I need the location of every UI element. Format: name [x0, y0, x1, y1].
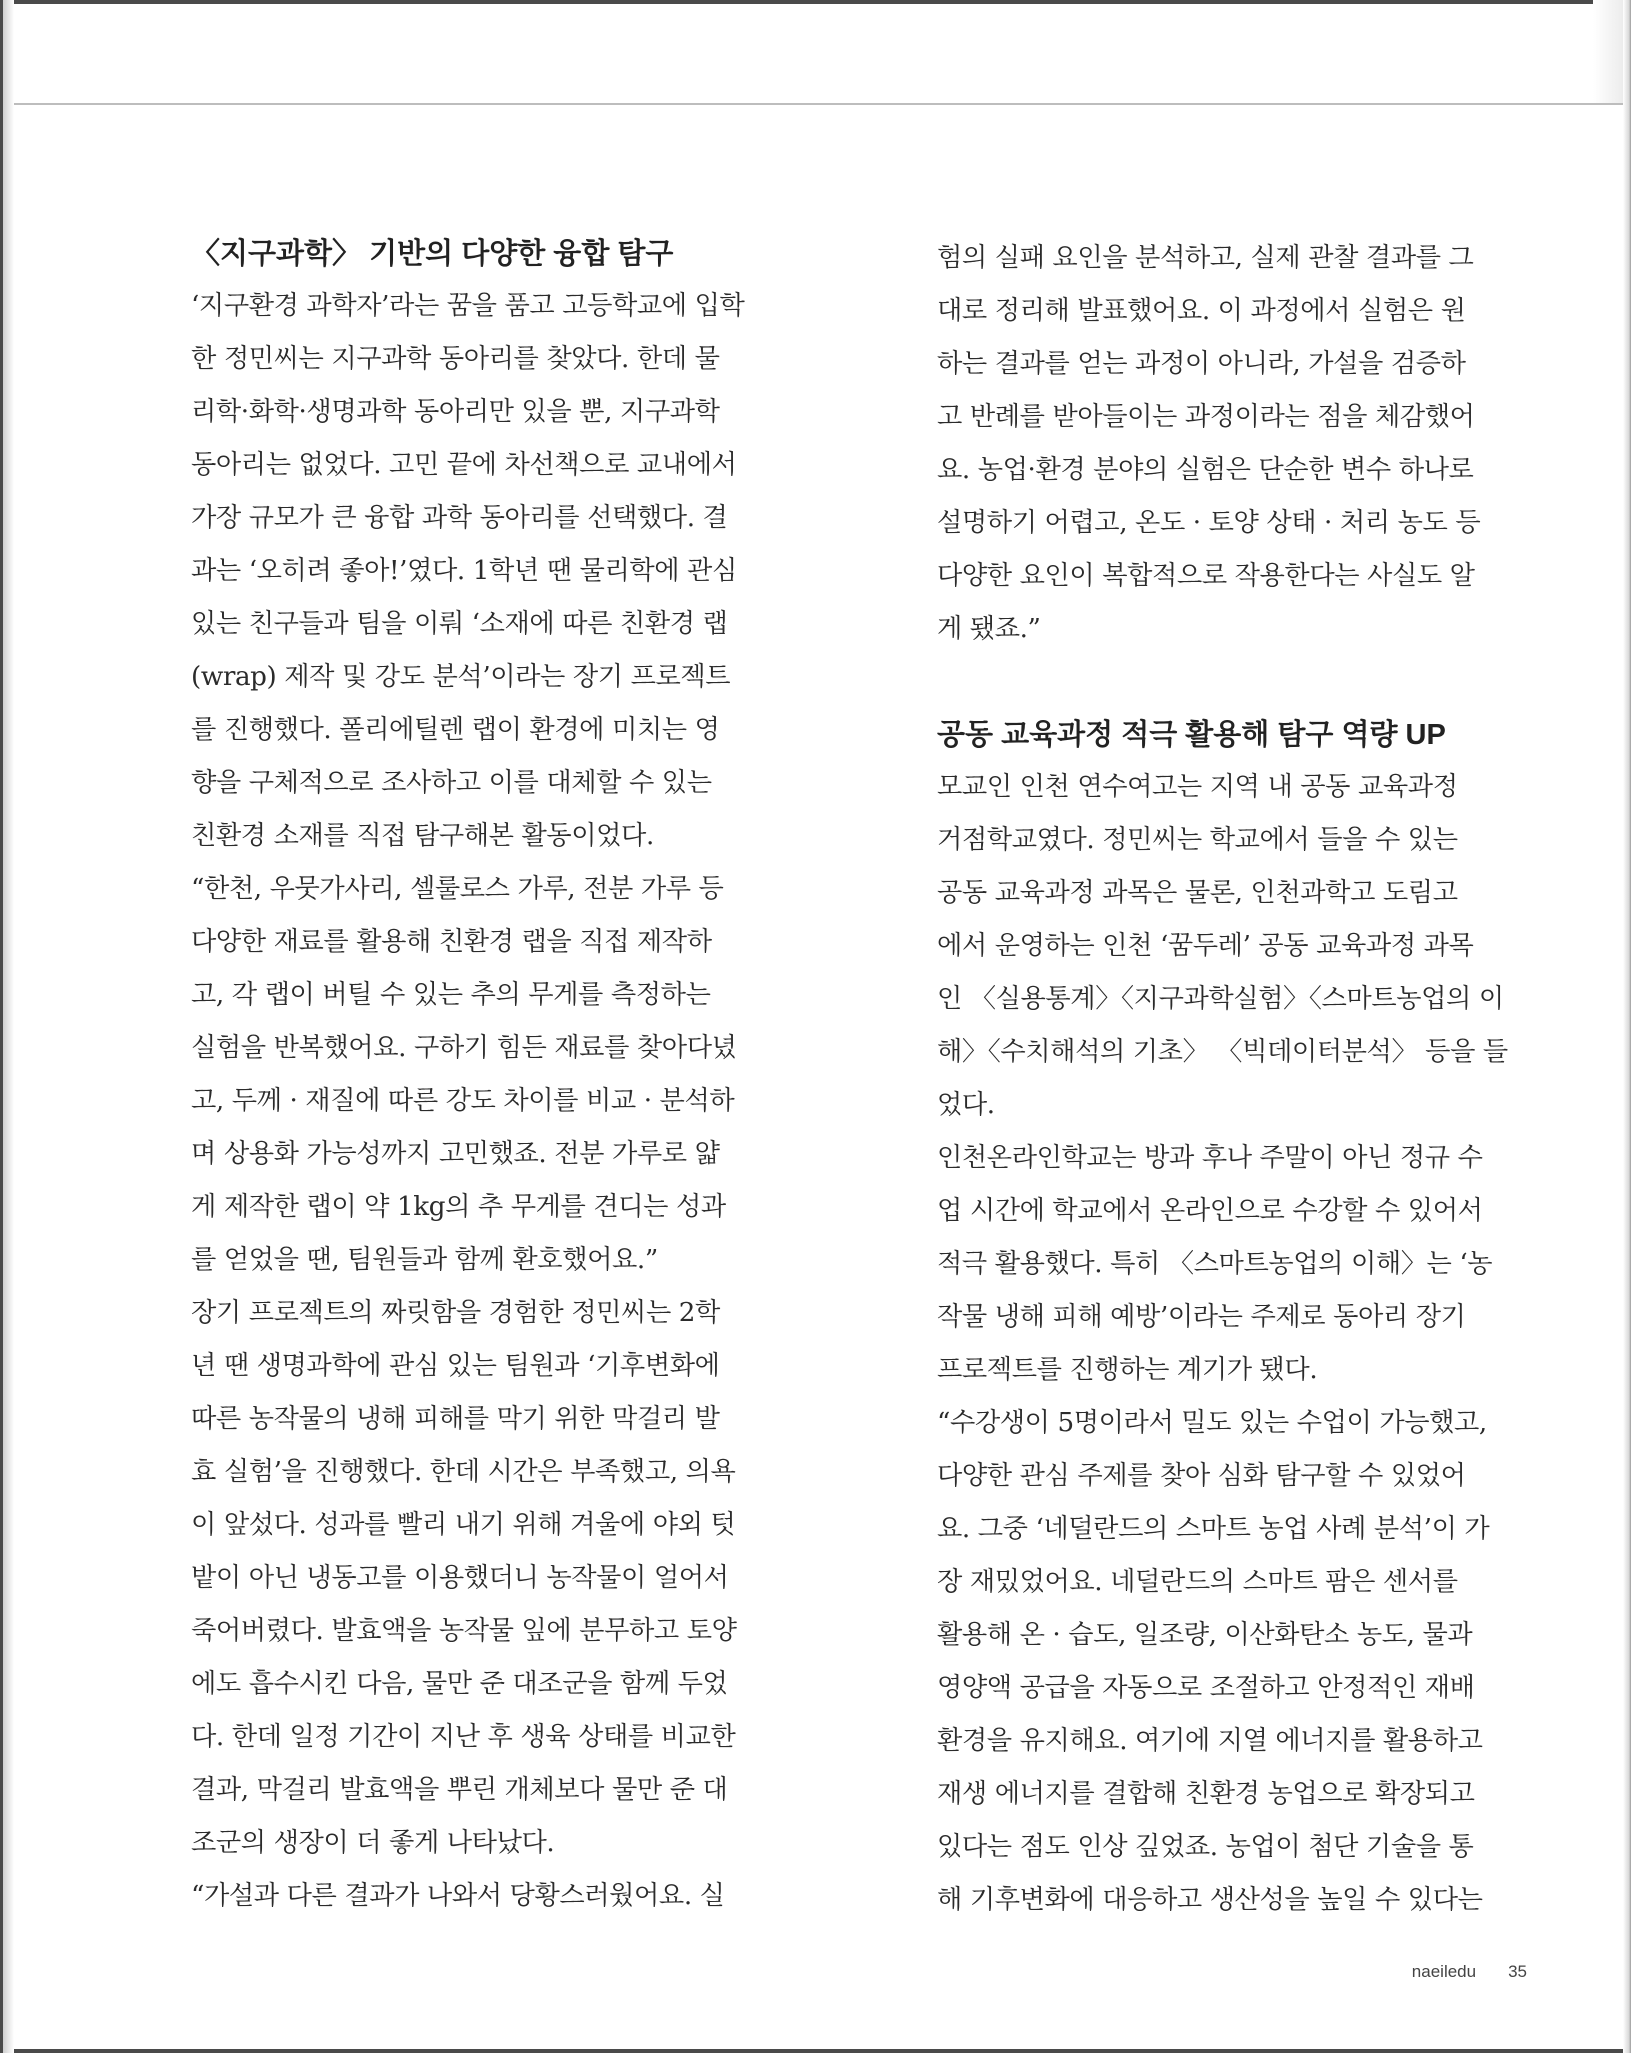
text-line: 장 재밌었어요. 네덜란드의 스마트 팜은 센서를 [937, 1567, 1458, 1597]
text-line: 과는 ‘오히려 좋아!’였다. 1학년 땐 물리학에 관심 [191, 556, 737, 586]
publication-name: naeiledu [1411, 1962, 1477, 1981]
text-line: 적극 활용했다. 특히 〈스마트농업의 이해〉는 ‘농 [937, 1249, 1493, 1279]
text-line: “한천, 우뭇가사리, 셀룰로스 가루, 전분 가루 등 [191, 874, 724, 904]
text-line: 고, 각 랩이 버틸 수 있는 추의 무게를 측정하는 [191, 980, 711, 1010]
text-line: 고 반례를 받아들이는 과정이라는 점을 체감했어 [937, 402, 1475, 432]
text-line: 환경을 유지해요. 여기에 지열 에너지를 활용하고 [937, 1726, 1483, 1756]
text-line: 이 앞섰다. 성과를 빨리 내기 위해 겨울에 야외 텃 [191, 1510, 736, 1540]
text-line: 거점학교였다. 정민씨는 학교에서 들을 수 있는 [937, 825, 1458, 855]
right-intro-text [937, 232, 1527, 656]
text-line: 결과, 막걸리 발효액을 뿌린 개체보다 물만 준 대 [191, 1775, 728, 1805]
right-body-text [937, 761, 1527, 1927]
text-line: 대로 정리해 발표했어요. 이 과정에서 실험은 원 [937, 296, 1466, 326]
section-heading-earth-science: 〈지구과학〉 기반의 다양한 융합 탐구 [191, 238, 674, 270]
text-line: 있는 친구들과 팀을 이뤄 ‘소재에 따른 친환경 랩 [191, 609, 728, 639]
text-line: 다양한 관심 주제를 찾아 심화 탐구할 수 있었어 [937, 1461, 1466, 1491]
text-line: 모교인 인천 연수여고는 지역 내 공동 교육과정 [937, 772, 1458, 802]
text-line: 프로젝트를 진행하는 계기가 됐다. [937, 1355, 1318, 1385]
text-line: 동아리는 없었다. 고민 끝에 차선책으로 교내에서 [191, 450, 737, 480]
text-line: 실험을 반복했어요. 구하기 힘든 재료를 찾아다녔 [191, 1033, 737, 1063]
section-heading-joint-curriculum: 공동 교육과정 적극 활용해 탐구 역량 UP [937, 719, 1446, 751]
header-rule [14, 103, 1623, 105]
page-edge-left [0, 0, 14, 2053]
text-line: 요. 그중 ‘네덜란드의 스마트 농업 사례 분석’이 가 [937, 1514, 1490, 1544]
text-line: 다양한 요인이 복합적으로 작용한다는 사실도 알 [937, 561, 1475, 591]
text-line: 게 제작한 랩이 약 1kg의 추 무게를 견디는 성과 [191, 1192, 726, 1222]
text-line: 한 정민씨는 지구과학 동아리를 찾았다. 한데 물 [191, 344, 720, 374]
text-line: 었다. [937, 1090, 995, 1120]
text-line: 해 기후변화에 대응하고 생산성을 높일 수 있다는 [937, 1885, 1483, 1915]
text-line: 가장 규모가 큰 융합 과학 동아리를 선택했다. 결 [191, 503, 728, 533]
text-line: 에도 흡수시킨 다음, 물만 준 대조군을 함께 두었 [191, 1669, 728, 1699]
text-line: 다. 한데 일정 기간이 지난 후 생육 상태를 비교한 [191, 1722, 736, 1752]
text-line: 재생 에너지를 결합해 친환경 농업으로 확장되고 [937, 1779, 1475, 1809]
text-line: 효 실험’을 진행했다. 한데 시간은 부족했고, 의욕 [191, 1457, 736, 1487]
text-line: (wrap) 제작 및 강도 분석’이라는 장기 프로젝트 [191, 662, 731, 692]
text-line: 고, 두께 · 재질에 따른 강도 차이를 비교 · 분석하 [191, 1086, 735, 1116]
text-line: 조군의 생장이 더 좋게 나타났다. [191, 1828, 555, 1858]
text-line: 를 얻었을 땐, 팀원들과 함께 환호했어요.” [191, 1245, 658, 1275]
text-line: 친환경 소재를 직접 탐구해본 활동이었다. [191, 821, 654, 851]
text-line: 인천온라인학교는 방과 후나 주말이 아닌 정규 수 [937, 1143, 1483, 1173]
text-line: 활용해 온 · 습도, 일조량, 이산화탄소 농도, 물과 [937, 1620, 1473, 1650]
text-line: 다양한 재료를 활용해 친환경 랩을 직접 제작하 [191, 927, 712, 957]
text-line: 영양액 공급을 자동으로 조절하고 안정적인 재배 [937, 1673, 1475, 1703]
text-line: 죽어버렸다. 발효액을 농작물 잎에 분무하고 토양 [191, 1616, 737, 1646]
right-column [937, 232, 1527, 1927]
text-line: 험의 실패 요인을 분석하고, 실제 관찰 결과를 그 [937, 243, 1474, 273]
text-line: 설명하기 어렵고, 온도 · 토양 상태 · 처리 농도 등 [937, 508, 1481, 538]
text-line: “가설과 다른 결과가 나와서 당황스러웠어요. 실 [191, 1881, 725, 1911]
text-line: 게 됐죠.” [937, 614, 1041, 644]
text-line: 공동 교육과정 과목은 물론, 인천과학고 도림고 [937, 878, 1458, 908]
text-line: 장기 프로젝트의 짜릿함을 경험한 정민씨는 2학 [191, 1298, 720, 1328]
page-number: 35 [1508, 1962, 1527, 1981]
text-line: 며 상용화 가능성까지 고민했죠. 전분 가루로 얇 [191, 1139, 720, 1169]
text-line: 업 시간에 학교에서 온라인으로 수강할 수 있어서 [937, 1196, 1483, 1226]
text-line: 작물 냉해 피해 예방’이라는 주제로 동아리 장기 [937, 1302, 1466, 1332]
left-body-text [191, 280, 781, 1923]
text-line: 년 땐 생명과학에 관심 있는 팀원과 ‘기후변화에 [191, 1351, 720, 1381]
left-column [191, 228, 781, 1923]
text-line: 향을 구체적으로 조사하고 이를 대체할 수 있는 [191, 768, 712, 798]
text-line: 를 진행했다. 폴리에틸렌 랩이 환경에 미치는 영 [191, 715, 720, 745]
text-line: 에서 운영하는 인천 ‘꿈두레’ 공동 교육과정 과목 [937, 931, 1474, 961]
page-edge-bottom [0, 2049, 1631, 2053]
text-line: 있다는 점도 인상 깊었죠. 농업이 첨단 기술을 통 [937, 1832, 1474, 1862]
section-gap [937, 656, 1527, 709]
page-footer [1412, 1962, 1527, 1982]
corner-shade [1593, 0, 1623, 103]
text-line: 하는 결과를 얻는 과정이 아니라, 가설을 검증하 [937, 349, 1466, 379]
page-edge-right [1623, 0, 1631, 2053]
text-line: 해〉〈수치해석의 기초〉 〈빅데이터분석〉 등을 들 [937, 1037, 1508, 1067]
text-line: ‘지구환경 과학자’라는 꿈을 품고 고등학교에 입학 [191, 291, 745, 321]
text-line: “수강생이 5명이라서 밀도 있는 수업이 가능했고, [937, 1408, 1487, 1438]
text-line: 요. 농업·환경 분야의 실험은 단순한 변수 하나로 [937, 455, 1474, 485]
text-line: 인 〈실용통계〉〈지구과학실험〉〈스마트농업의 이 [937, 984, 1504, 1014]
text-line: 리학·화학·생명과학 동아리만 있을 뿐, 지구과학 [191, 397, 720, 427]
text-line: 밭이 아닌 냉동고를 이용했더니 농작물이 얼어서 [191, 1563, 729, 1593]
page-edge-top [0, 0, 1631, 4]
text-line: 따른 농작물의 냉해 피해를 막기 위한 막걸리 발 [191, 1404, 720, 1434]
